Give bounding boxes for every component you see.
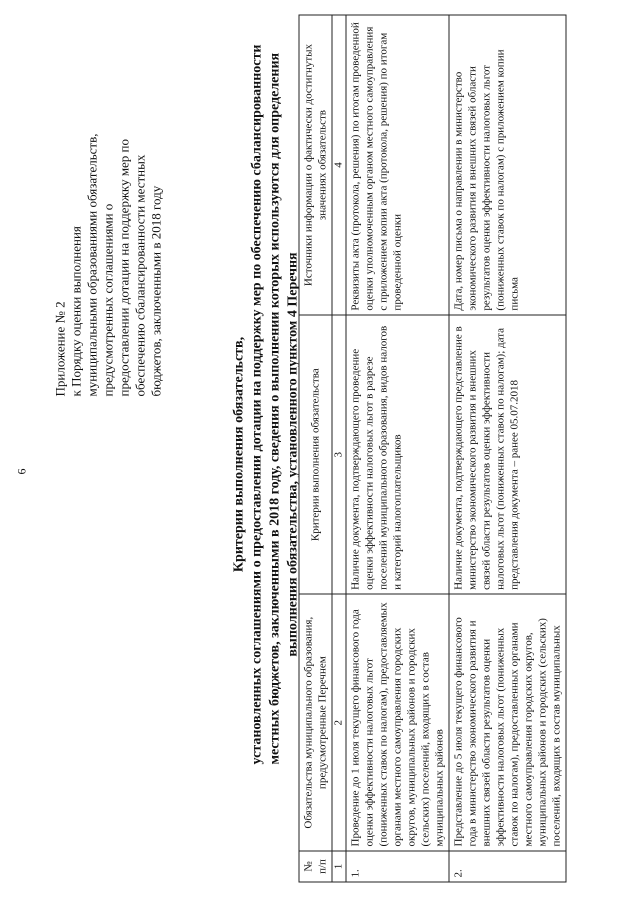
table-header-row	[299, 15, 332, 882]
appendix-line: бюджетов, заключенными в 2018 году	[148, 185, 164, 397]
table-row	[346, 15, 449, 882]
row-sources: Дата, номер письма о направлении в министерство экономического развития и внешних связей области результатов оценки эффективности налоговых льгот (пониженных ставок по налогам) с приложением копии письма	[449, 15, 566, 315]
row-number: 1.	[346, 851, 449, 882]
column-number: 1	[332, 851, 346, 882]
appendix-line: к Порядку оценки выполнения	[68, 226, 84, 397]
table-row	[449, 15, 566, 882]
row-sources: Реквизиты акта (протокола, решения) по итогам проведенной оценки уполномоченным органом местного самоуправления с приложением копии акта (протокола, решения) по итогам проведенной оценки	[346, 15, 449, 315]
rotated-document	[1, 0, 640, 905]
appendix-line: муниципальными образованиями обязательств,	[84, 133, 100, 397]
appendix-line: предоставлении дотации на поддержку мер по	[116, 138, 132, 397]
title-line: Критерии выполнения обязательств,	[231, 336, 247, 573]
header-number: № п/п	[299, 851, 332, 882]
header-obligation: Обязательства муниципального образования, предусмотренные Перечнем	[299, 594, 332, 851]
appendix-block	[53, 27, 165, 397]
title-line: выполнения обязательства, установленного пунктом 4 Перечня	[285, 252, 301, 657]
title-line: местных бюджетов, заключенными в 2018 году, сведения о выполнении которых используются для определения	[267, 52, 283, 765]
row-obligation: Представление до 5 июля текущего финансового года в министерство экономического развития и внешних связей области результатов оценки эффективности налоговых льгот (пониженных ставок по налогам), предоставленных органами местного самоуправления городских округов, муниципальных районов и городских (сельских) поселений, входящих в состав муниципальных	[449, 594, 566, 851]
row-obligation: Проведение до 1 июля текущего финансового года оценки эффективности налоговых льгот (пониженных ставок по налогам), предоставляемых органами местного самоуправления городских округов, муниципальных районов и городских (сельских) поселений, входящих в состав муниципальных районов	[346, 594, 449, 851]
row-criteria: Наличие документа, подтверждающего проведение оценки эффективности налоговых льгот в разрезе поселений муниципального образования, видов налогов и категорий налогоплательщиков	[346, 315, 449, 594]
appendix-line: предусмотренных соглашениями о	[100, 203, 116, 397]
appendix-line: обеспечению сбалансированности местных	[132, 154, 148, 397]
column-number: 3	[332, 315, 346, 594]
criteria-table	[299, 15, 567, 883]
row-criteria: Наличие документа, подтверждающего представление в министерство экономического развития и внешних связей области результатов оценки эффективности налоговых льгот (пониженных ставок по налогам); дата представления документа – ранее 05.07.2018	[449, 315, 566, 594]
column-number-row	[332, 15, 346, 882]
row-number: 2.	[449, 851, 566, 882]
page-number: 6	[14, 468, 29, 475]
header-sources: Источники информации о фактически достигнутых значениях обязательств	[299, 15, 332, 315]
column-number: 4	[332, 15, 346, 315]
appendix-line: Приложение № 2	[52, 301, 68, 397]
column-number: 2	[332, 594, 346, 851]
title-line: установленных соглашениями о предоставлении дотации на поддержку мер по обеспечению сбалансированности	[249, 44, 265, 765]
document-title	[231, 44, 303, 765]
header-criteria: Критерии выполнения обязательства	[299, 315, 332, 594]
